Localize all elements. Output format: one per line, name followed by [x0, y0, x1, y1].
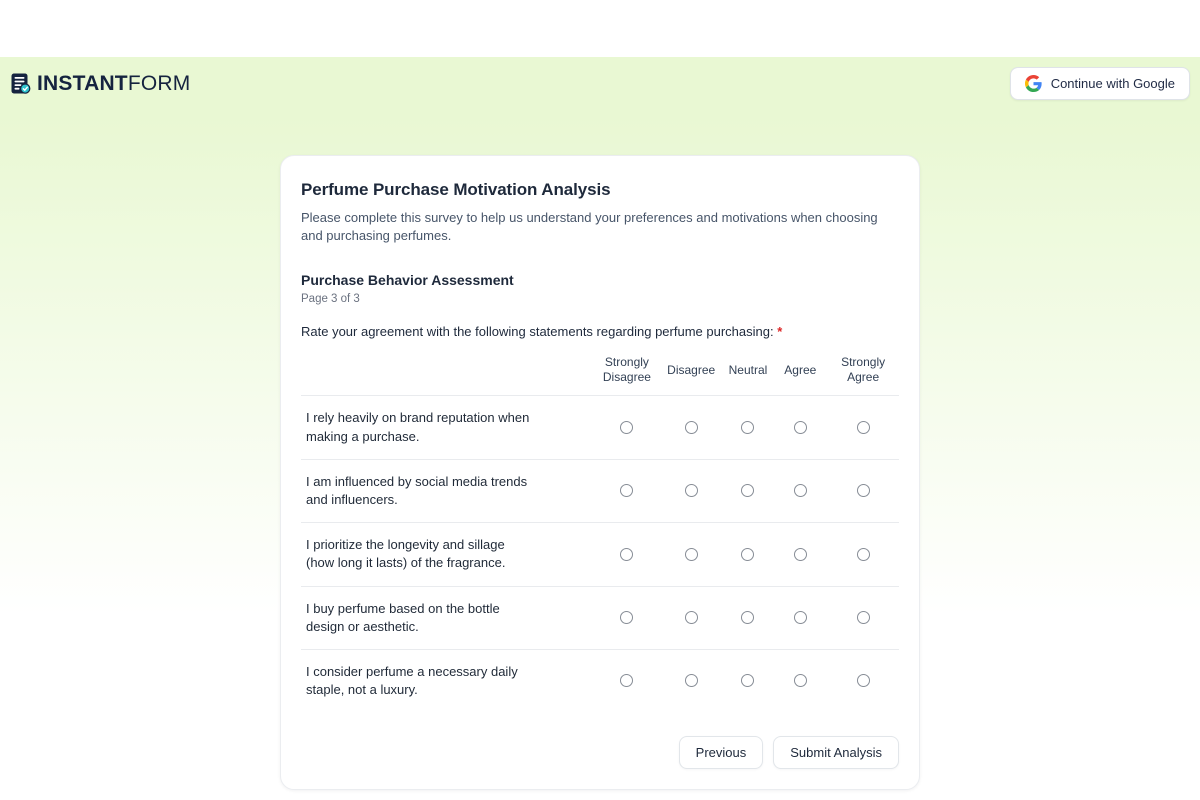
- radio-cell: [723, 586, 774, 649]
- likert-option-header: Strongly Disagree: [602, 355, 651, 385]
- radio-cell: [827, 396, 899, 459]
- survey-card: [280, 155, 920, 790]
- statement-text: I prioritize the longevity and sillage (how long it lasts) of the fragrance.: [301, 523, 594, 586]
- radio-row2-strongly-disagree[interactable]: [620, 484, 633, 497]
- radio-row2-agree[interactable]: [794, 484, 807, 497]
- radio-cell: [773, 396, 827, 459]
- radio-cell: [594, 586, 660, 649]
- radio-row1-agree[interactable]: [794, 421, 807, 434]
- radio-cell: [594, 396, 660, 459]
- radio-row2-strongly-agree[interactable]: [857, 484, 870, 497]
- radio-row4-neutral[interactable]: [741, 611, 754, 624]
- radio-row3-agree[interactable]: [794, 548, 807, 561]
- likert-header-row: [301, 351, 899, 396]
- brand-name: [37, 73, 190, 94]
- likert-option-header: Neutral: [728, 362, 768, 377]
- radio-row1-strongly-agree[interactable]: [857, 421, 870, 434]
- radio-row4-strongly-disagree[interactable]: [620, 611, 633, 624]
- statement-text: I rely heavily on brand reputation when making a purchase.: [301, 396, 594, 459]
- radio-cell: [594, 649, 660, 712]
- radio-row3-strongly-agree[interactable]: [857, 548, 870, 561]
- radio-cell: [723, 459, 774, 522]
- radio-cell: [723, 523, 774, 586]
- radio-cell: [773, 649, 827, 712]
- statement-text: I consider perfume a necessary daily staple, not a luxury.: [301, 649, 594, 712]
- radio-row5-strongly-disagree[interactable]: [620, 674, 633, 687]
- radio-cell: [827, 586, 899, 649]
- radio-cell: [773, 586, 827, 649]
- radio-row5-disagree[interactable]: [685, 674, 698, 687]
- radio-cell: [827, 649, 899, 712]
- radio-cell: [773, 523, 827, 586]
- likert-option-header: Strongly Agree: [841, 355, 886, 385]
- radio-cell: [660, 523, 723, 586]
- radio-cell: [723, 649, 774, 712]
- radio-row2-disagree[interactable]: [685, 484, 698, 497]
- radio-cell: [660, 586, 723, 649]
- radio-cell: [723, 396, 774, 459]
- likert-table: [301, 351, 899, 712]
- likert-row: [301, 649, 899, 712]
- previous-button[interactable]: Previous: [679, 736, 764, 769]
- radio-row5-neutral[interactable]: [741, 674, 754, 687]
- likert-row: [301, 396, 899, 459]
- brand-logo[interactable]: [10, 72, 190, 96]
- radio-row4-strongly-agree[interactable]: [857, 611, 870, 624]
- radio-cell: [660, 459, 723, 522]
- radio-cell: [594, 459, 660, 522]
- radio-cell: [660, 396, 723, 459]
- page-indicator: Page 3 of 3: [301, 293, 360, 306]
- brand-name-light: FORM: [127, 72, 191, 95]
- radio-row3-neutral[interactable]: [741, 548, 754, 561]
- required-marker: *: [777, 324, 783, 340]
- radio-cell: [827, 459, 899, 522]
- likert-option-header: Disagree: [667, 362, 716, 377]
- brand-name-bold: INSTANT: [37, 72, 128, 95]
- likert-option-header: Agree: [784, 362, 817, 377]
- radio-row5-strongly-agree[interactable]: [857, 674, 870, 687]
- top-header-bar: [0, 57, 1200, 110]
- radio-cell: [827, 523, 899, 586]
- likert-body: [301, 396, 899, 712]
- statement-text: I am influenced by social media trends and influencers.: [301, 459, 594, 522]
- form-actions: [301, 736, 899, 769]
- radio-row1-neutral[interactable]: [741, 421, 754, 434]
- radio-row3-disagree[interactable]: [685, 548, 698, 561]
- form-title: Perfume Purchase Motivation Analysis: [301, 180, 611, 199]
- statement-column-header: [301, 351, 594, 396]
- radio-row3-strongly-disagree[interactable]: [620, 548, 633, 561]
- document-form-icon: [10, 72, 32, 96]
- google-logo-icon: [1025, 75, 1042, 92]
- likert-row: [301, 586, 899, 649]
- likert-row: [301, 523, 899, 586]
- radio-row5-agree[interactable]: [794, 674, 807, 687]
- likert-row: [301, 459, 899, 522]
- radio-row2-neutral[interactable]: [741, 484, 754, 497]
- radio-cell: [660, 649, 723, 712]
- radio-row4-disagree[interactable]: [685, 611, 698, 624]
- continue-with-google-button[interactable]: [1010, 67, 1190, 100]
- question-text: Rate your agreement with the following statements regarding perfume purchasing:: [301, 324, 774, 340]
- radio-row1-disagree[interactable]: [685, 421, 698, 434]
- radio-cell: [773, 459, 827, 522]
- radio-row4-agree[interactable]: [794, 611, 807, 624]
- continue-with-google-label: Continue with Google: [1050, 76, 1175, 91]
- statement-text: I buy perfume based on the bottle design or aesthetic.: [301, 586, 594, 649]
- form-description: Please complete this survey to help us understand your preferences and motivations when choosing and purchasing perfumes.: [301, 210, 878, 244]
- submit-button[interactable]: Submit Analysis: [773, 736, 899, 769]
- question-label: [301, 324, 899, 339]
- section-title: Purchase Behavior Assessment: [301, 272, 514, 289]
- radio-cell: [594, 523, 660, 586]
- radio-row1-strongly-disagree[interactable]: [620, 421, 633, 434]
